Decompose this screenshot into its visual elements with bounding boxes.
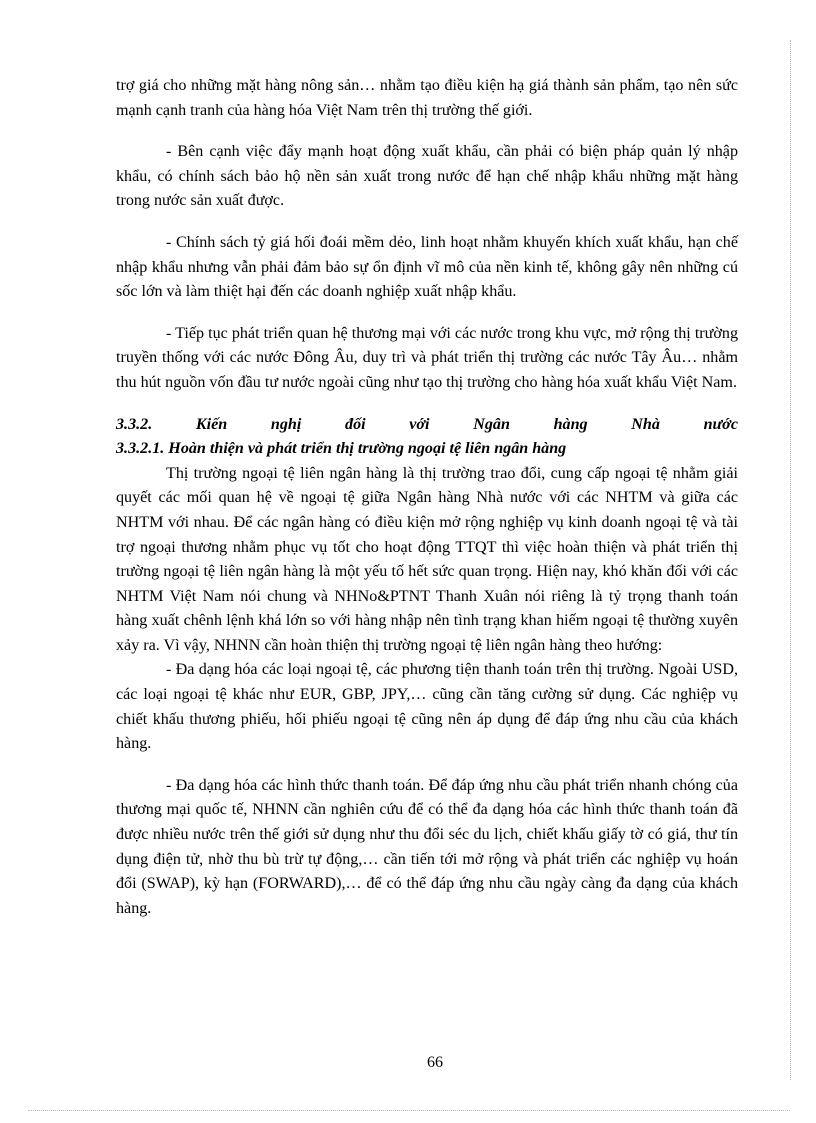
heading-word: nghị <box>270 415 302 433</box>
paragraph-diversify-payments: - Đa dạng hóa các hình thức thanh toán. Để đáp ứng nhu cầu phát triển nhanh chóng của thương mại quốc tế, NHNN cần nghiên cứu để có thể đa dạng hóa các hình thức thanh toán đã được nhiều nước trên thế giới sử dụng như thu đổi séc du lịch, chiết khấu giấy tờ có giá, thư tín dụng điện tử, nhờ thu bù trừ tự động,… cần tiến tới mở rộng và phát triển các nghiệp vụ hoán đổi (SWAP), kỳ hạn (FORWARD),… để có thể đáp ứng nhu cầu ngày càng đa dạng của khách hàng. <box>116 776 738 917</box>
page-number: 66 <box>427 1054 443 1071</box>
heading-word: Nhà <box>631 415 660 433</box>
heading-word: Ngân <box>473 415 510 433</box>
paragraph-continuation: trợ giá cho những mặt hàng nông sản… nhằm tạo điều kiện hạ giá thành sản phẩm, tạo nên sức mạnh cạnh tranh của hàng hóa Việt Nam trên thị trường thế giới. <box>116 77 738 119</box>
paragraph-import-management: - Bên cạnh việc đẩy mạnh hoạt động xuất khẩu, cần phải có biện pháp quản lý nhập khẩu, có chính sách bảo hộ nền sản xuất trong nước để hạn chế nhập khẩu những mặt hàng trong nước sản xuất được. <box>116 143 738 210</box>
paragraph-interbank-market: Thị trường ngoại tệ liên ngân hàng là thị trường trao đổi, cung cấp ngoại tệ nhằm giải quyết các mối quan hệ về ngoại tệ giữa Ngân hàng Nhà nước với các NHTM và giữa các NHTM với nhau. Để các ngân hàng có điều kiện mở rộng nghiệp vụ kinh doanh ngoại tệ và tài trợ ngoại thương nhằm phục vụ tốt cho hoạt động TTQT thì việc hoàn thiện và phát triển thị trường ngoại tệ liên ngân hàng là một yếu tố hết sức quan trọng. Hiện nay, khó khăn đối với các NHTM Việt Nam nói chung và NHNo&PTNT Thanh Xuân nói riêng là tỷ trọng thanh toán hàng xuất chênh lệnh khá lớn so với hàng nhập nên tình trạng khan hiếm ngoại tệ thường xuyên xảy ra. Vì vậy, NHNN cần hoàn thiện thị trường ngoại tệ liên ngân hàng theo hướng: <box>116 464 738 654</box>
page-border-right <box>790 40 791 1080</box>
page-border-bottom <box>28 1110 790 1111</box>
heading-word: Kiến <box>195 415 228 433</box>
paragraph-diversify-currencies: - Đa dạng hóa các loại ngoại tệ, các phương tiện thanh toán trên thị trường. Ngoài USD, các loại ngoại tệ khác như EUR, GBP, JPY,… cũng cần tăng cường sử dụng. Các nghiệp vụ chiết khấu thương phiếu, hối phiếu ngoại tệ cũng nên áp dụng để đáp ứng nhu cầu của khách hàng. <box>116 661 738 753</box>
heading-word: hàng <box>553 415 588 433</box>
heading-word: nước <box>703 415 738 433</box>
heading-word: với <box>409 415 430 433</box>
section-heading-3-3-2 <box>116 413 738 438</box>
paragraph-trade-relations: - Tiếp tục phát triển quan hệ thương mại với các nước trong khu vực, mở rộng thị trường truyền thống với các nước Đông Âu, duy trì và phát triển thị trường các nước Tây Âu… nhằm thu hút nguồn vốn đầu tư nước ngoài cũng như tạo thị trường cho hàng hóa xuất khẩu Việt Nam. <box>116 324 738 391</box>
heading-word: đối <box>345 415 366 433</box>
document-body <box>116 74 738 921</box>
paragraph-exchange-rate-policy: - Chính sách tỷ giá hối đoái mềm dẻo, linh hoạt nhằm khuyến khích xuất khẩu, hạn chế nhập khẩu nhưng vẫn phải đảm bảo sự ổn định vĩ mô của nền kinh tế, không gây nên những cú sốc lớn và làm thiệt hại đến các doanh nghiệp xuất nhập khẩu. <box>116 233 738 301</box>
heading-number: 3.3.2. <box>116 415 153 433</box>
section-heading-3-3-2-1: 3.3.2.1. Hoàn thiện và phát triển thị trường ngoại tệ liên ngân hàng <box>116 440 567 458</box>
